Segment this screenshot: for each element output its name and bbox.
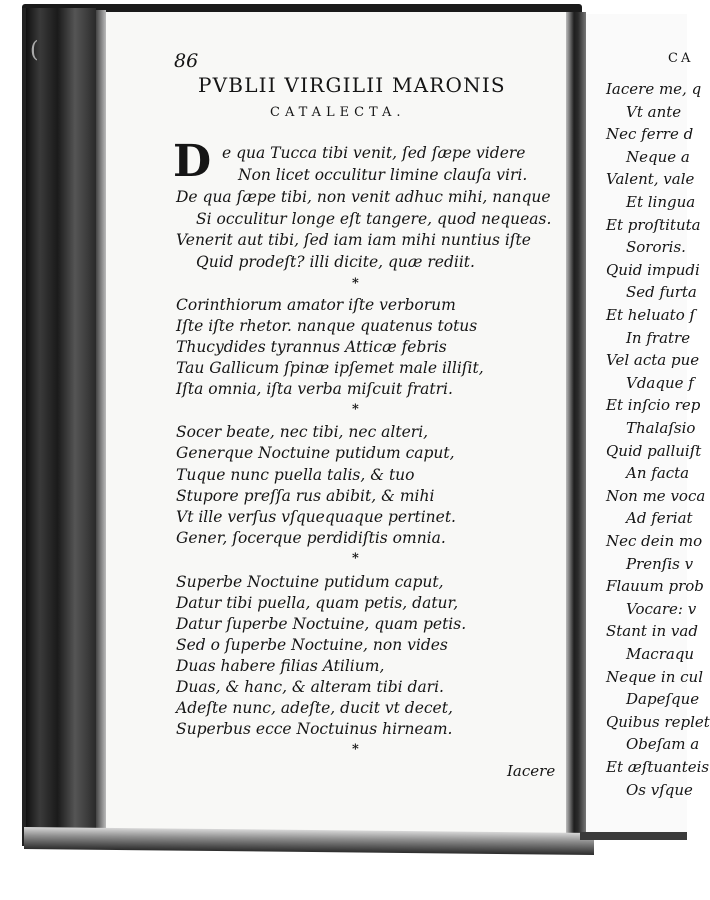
right-page-line: Et heluato ſ (606, 306, 696, 324)
right-page-line: Sororis. (626, 238, 686, 257)
poem-line: Quid prodeſt? illi dicite, quæ rediit. (196, 253, 475, 271)
catchword: Iacere (507, 762, 556, 780)
right-page-line: Neque a (626, 147, 690, 166)
right-page-line: Quibus replet (606, 712, 710, 731)
running-title: PVBLII VIRGILII MARONIS (198, 73, 506, 97)
stanza-separator: * (352, 276, 359, 291)
right-page-line: Et proſtituta (606, 215, 701, 234)
right-page-line: Valent, vale (606, 170, 695, 189)
poem-line: Datur tibi puella, quam petis, datur, (176, 594, 459, 612)
poem-line: Venerit aut tibi, ſed iam iam mihi nuntius iſte (176, 231, 531, 249)
right-page-line: Vt ante (626, 102, 682, 121)
stanza-separator: * (352, 742, 359, 757)
right-page-line: Os vſque (626, 780, 693, 799)
top-edge (22, 4, 582, 12)
right-page-line: Nec dein mo (606, 532, 703, 550)
right-page-header: CA (668, 51, 694, 66)
poem-line: Gener, ſocerque perdidiſtis omnia. (176, 529, 446, 547)
right-page-line: Flauum prob (606, 577, 704, 596)
bottom-edge (24, 827, 594, 855)
right-page-line: Stant in vad (606, 622, 698, 641)
poem-line: Sed o ſuperbe Noctuine, non vides (176, 636, 448, 654)
poem-line: Corinthiorum amator iſte verborum (176, 296, 456, 314)
right-page-line: Et lingua (626, 193, 696, 211)
drop-cap: D (173, 136, 212, 187)
poem-line: Duas habere filias Atilium, (176, 657, 385, 675)
right-page-line: Prenſis v (626, 554, 694, 573)
right-page-line: Quid impudi (606, 260, 700, 279)
page-gutter (566, 12, 586, 852)
right-page-line: Thalaſsio (626, 419, 696, 437)
right-page-line: Et inſcio rep (606, 396, 701, 415)
poem-line: Tau Gallicum ſpinæ ipſemet male illiſit, (176, 359, 484, 377)
poem-line: Tuque nunc puella talis, & tuo (176, 466, 415, 484)
right-page-line: Vdaque f (626, 373, 694, 392)
right-page-line: An facta (626, 464, 690, 483)
poem-line: Socer beate, nec tibi, nec alteri, (176, 423, 429, 441)
right-page-line: Ad feriat (626, 509, 693, 528)
right-page-line: In fratre (626, 328, 691, 347)
stanza-separator: * (352, 551, 359, 566)
poem-line: Stupore preſſa rus abibit, & mihi (176, 487, 435, 505)
book-spine (26, 8, 96, 846)
poem-line: Non licet occulitur limine clauſa viri. (238, 166, 528, 184)
poem-line: e qua Tucca tibi venit, ſed ſæpe videre (222, 144, 526, 162)
poem-line: De qua ſæpe tibi, non venit adhuc mihi, nanque (176, 188, 551, 206)
section-title: CATALECTA. (270, 105, 406, 120)
poem-line: Adeſte nunc, adeſte, ducit vt decet, (176, 699, 453, 717)
right-bottom-edge (580, 832, 687, 840)
poem-line: Iſta omnia, iſta verba miſcuit fratri. (176, 380, 453, 398)
margin-mark: ( (30, 38, 39, 63)
right-page-line: Quid palluiſt (606, 441, 702, 460)
right-page-text (586, 14, 710, 834)
right-page-line: Dapeſque (626, 690, 700, 709)
poem-line: Generque Noctuine putidum caput, (176, 444, 455, 462)
stanza-separator: * (352, 402, 359, 417)
right-page-line: Sed furta (626, 283, 697, 302)
poem-line: Vt ille verſus vſquequaque pertinet. (176, 508, 456, 526)
spine-fold (96, 10, 106, 842)
page-number: 86 (174, 50, 199, 72)
right-page-line: Obeſam a (626, 735, 700, 754)
right-page (586, 14, 710, 834)
right-page-line: Nec ferre d (606, 125, 694, 144)
right-page-line: Non me voca (606, 486, 706, 505)
right-page-line: Iacere me, q (606, 80, 702, 98)
right-page-line: Et æſtuanteis (606, 758, 710, 776)
right-page-line: Vocare: v (626, 599, 697, 618)
poem-line: Thucydides tyrannus Atticæ febris (176, 338, 447, 356)
poem-line: Datur ſuperbe Noctuine, quam petis. (176, 615, 467, 633)
right-page-line: Neque in cul (606, 667, 703, 686)
poem-line: Superbe Noctuine putidum caput, (176, 573, 444, 591)
poem-line: Iſte iſte rhetor. nanque quatenus totus (176, 317, 478, 335)
poem-line: Si occulitur longe eſt tangere, quod nequeas. (196, 210, 552, 228)
right-page-line: Macraqu (626, 645, 695, 663)
poem-line: Duas, & hanc, & alteram tibi dari. (176, 678, 444, 696)
right-page-line: Vel acta pue (606, 351, 700, 370)
poem-line: Superbus ecce Noctuinus hirneam. (176, 720, 453, 738)
